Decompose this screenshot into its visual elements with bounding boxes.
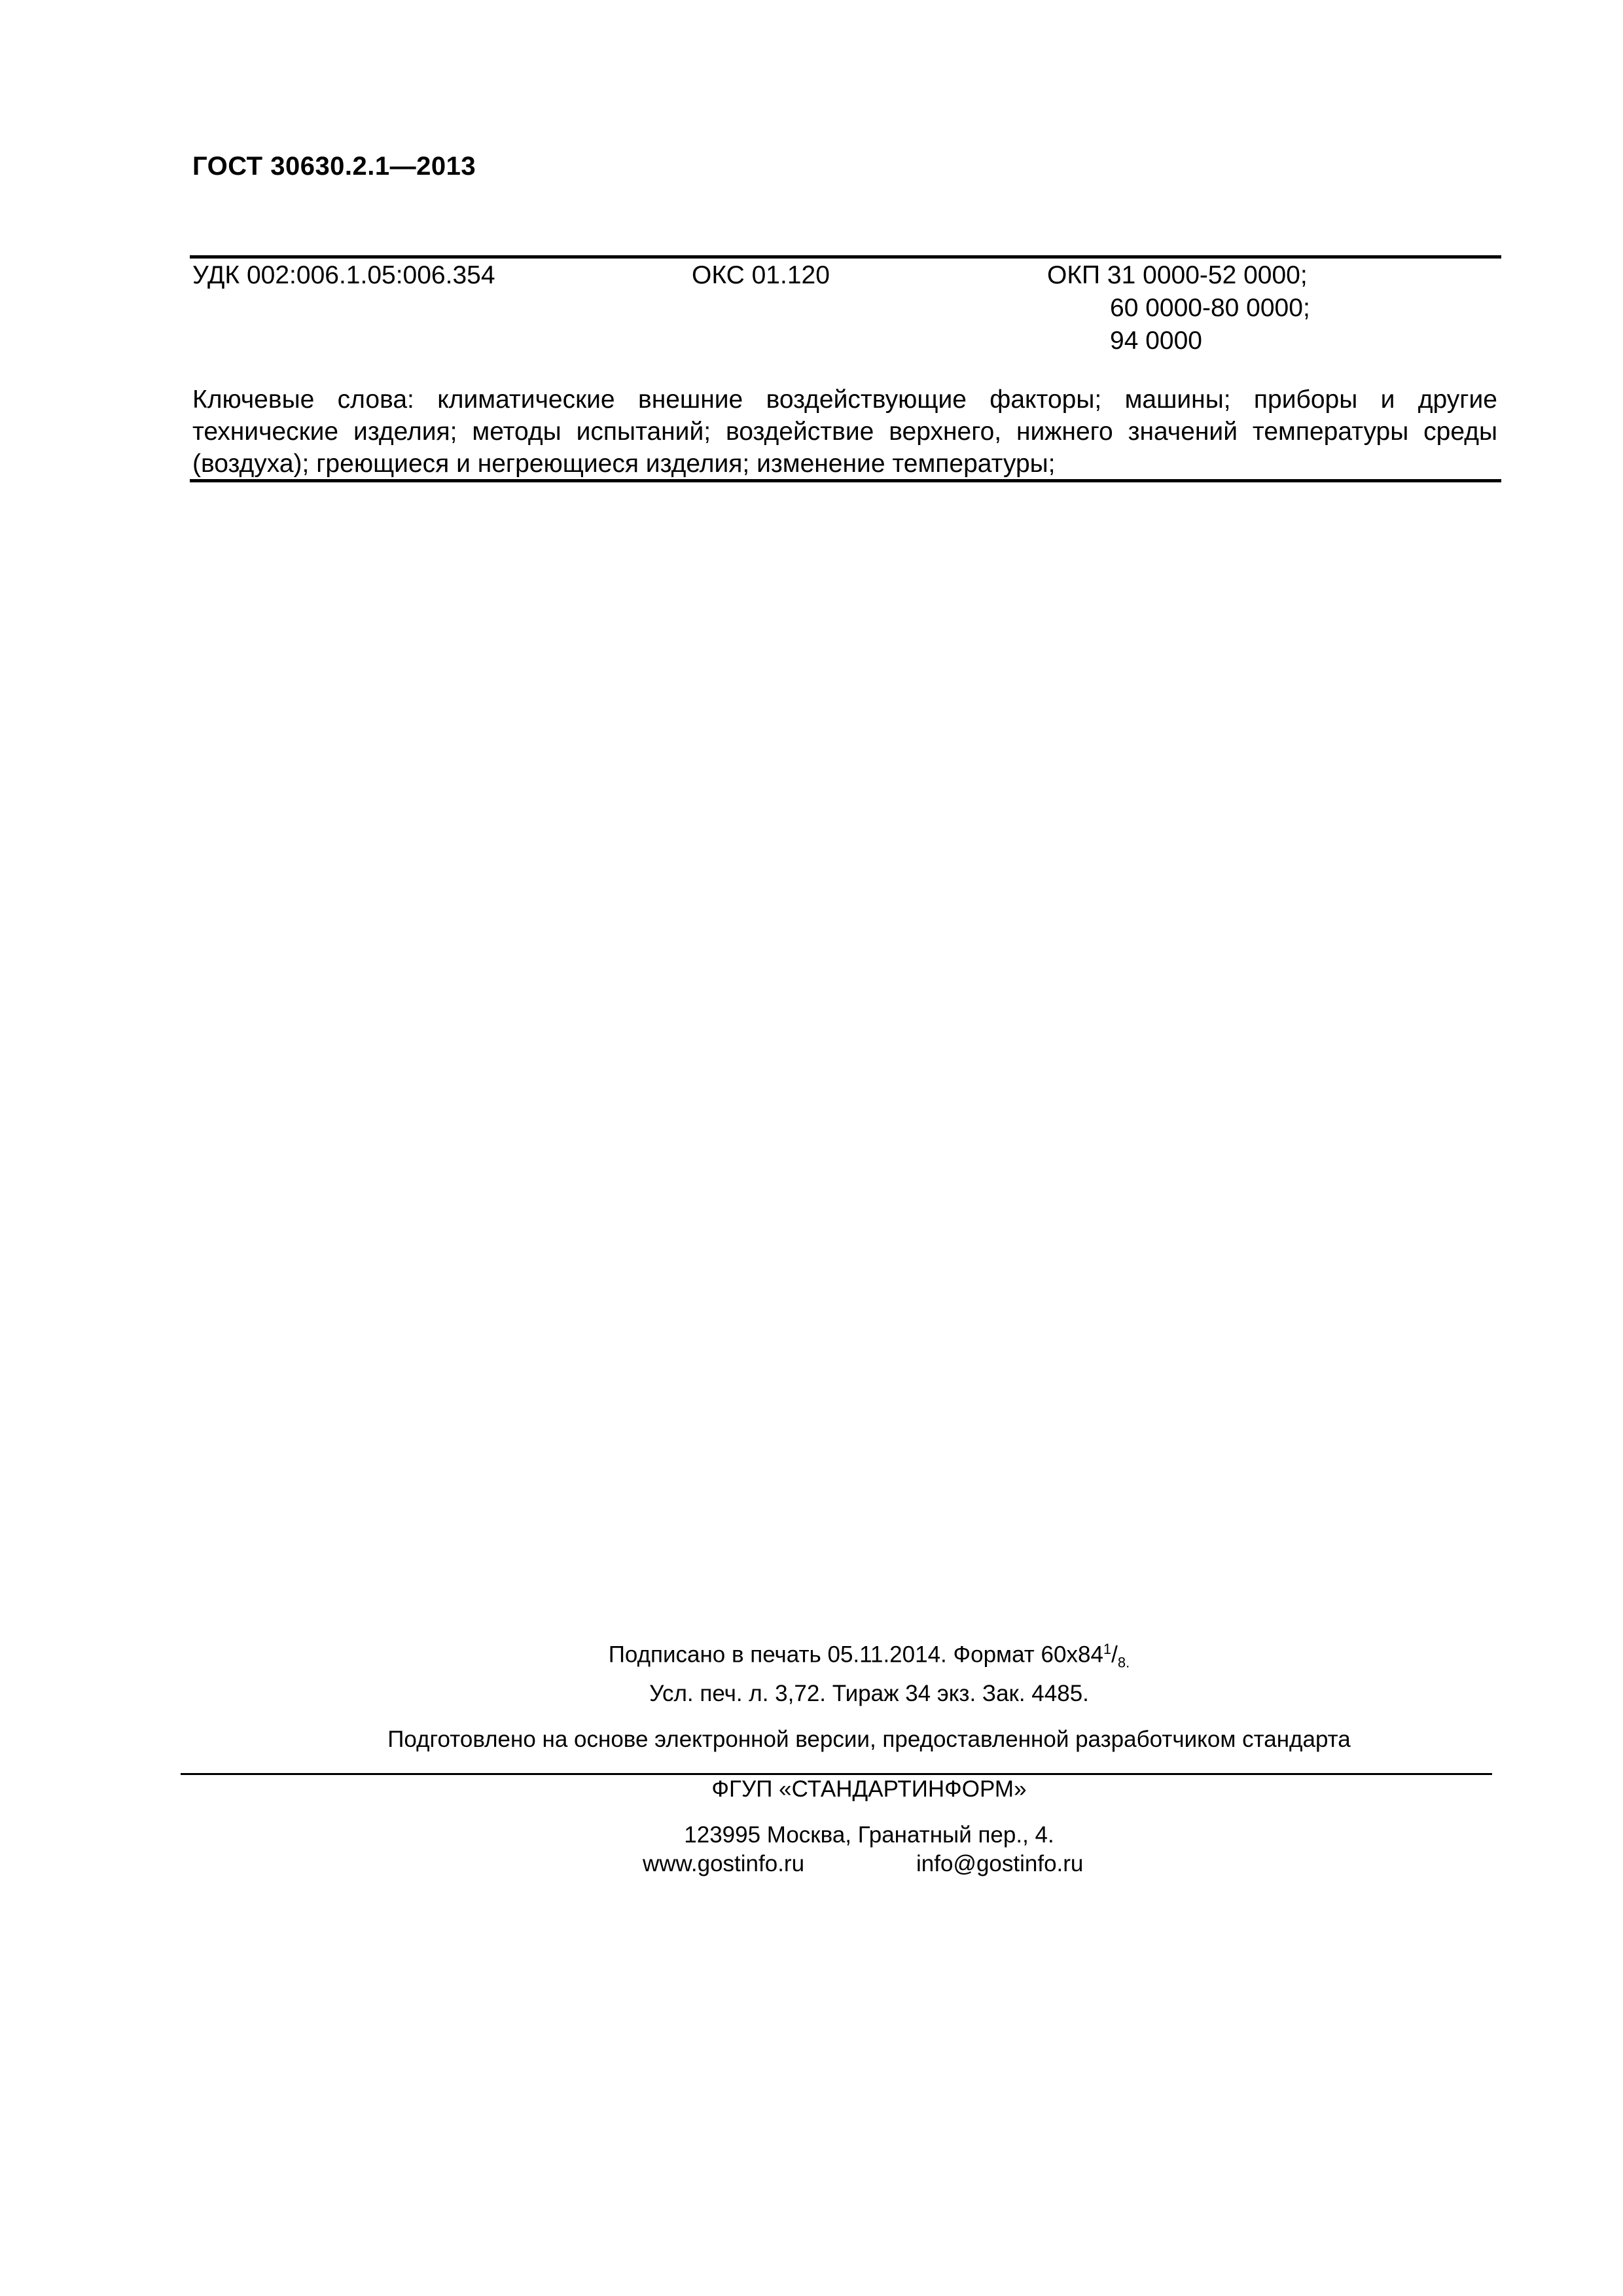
signed-to-print-line [0,1635,1623,1677]
signed-text: Подписано в печать 05.11.2014. Формат 60x84 [608,1641,1103,1668]
format-numerator: 1 [1103,1641,1112,1657]
format-denominator: 8 [1117,1654,1126,1671]
print-info-line: Усл. печ. л. 3,72. Тираж 34 экз. Зак. 4485. [649,1681,1089,1706]
udk-code: УДК 002:006.1.05:006.354 [192,261,495,289]
publisher-name: ФГУП «СТАНДАРТИНФОРМ» [711,1776,1027,1802]
okp-code-line-2: 60 0000-80 0000; [1110,294,1310,322]
format-slash: / [1111,1641,1118,1668]
bottom-divider [190,479,1501,482]
standard-designation: ГОСТ 30630.2.1—2013 [192,152,476,181]
okp-code-line-1: ОКП 31 0000-52 0000; [1047,261,1308,289]
keywords-paragraph: Ключевые слова: климатические внешние воздействующие факторы; машины; приборы и другие технические изделия; методы испытаний; воздействие верхнего, нижнего значений температуры среды (воздуха); греющиеся и негреющиеся изделия; изменение температуры; [192,386,1497,478]
website-link[interactable]: www.gostinfo.ru [643,1851,805,1876]
format-end: . [1126,1654,1130,1671]
top-divider [190,255,1501,259]
publisher-address: 123995 Москва, Гранатный пер., 4. [684,1822,1054,1848]
prepared-note: Подготовлено на основе электронной версии, предоставленной разработчиком стандарта [387,1727,1351,1752]
email-link[interactable]: info@gostinfo.ru [916,1851,1084,1876]
oks-code: ОКС 01.120 [692,261,830,289]
okp-code-line-3: 94 0000 [1110,327,1202,355]
